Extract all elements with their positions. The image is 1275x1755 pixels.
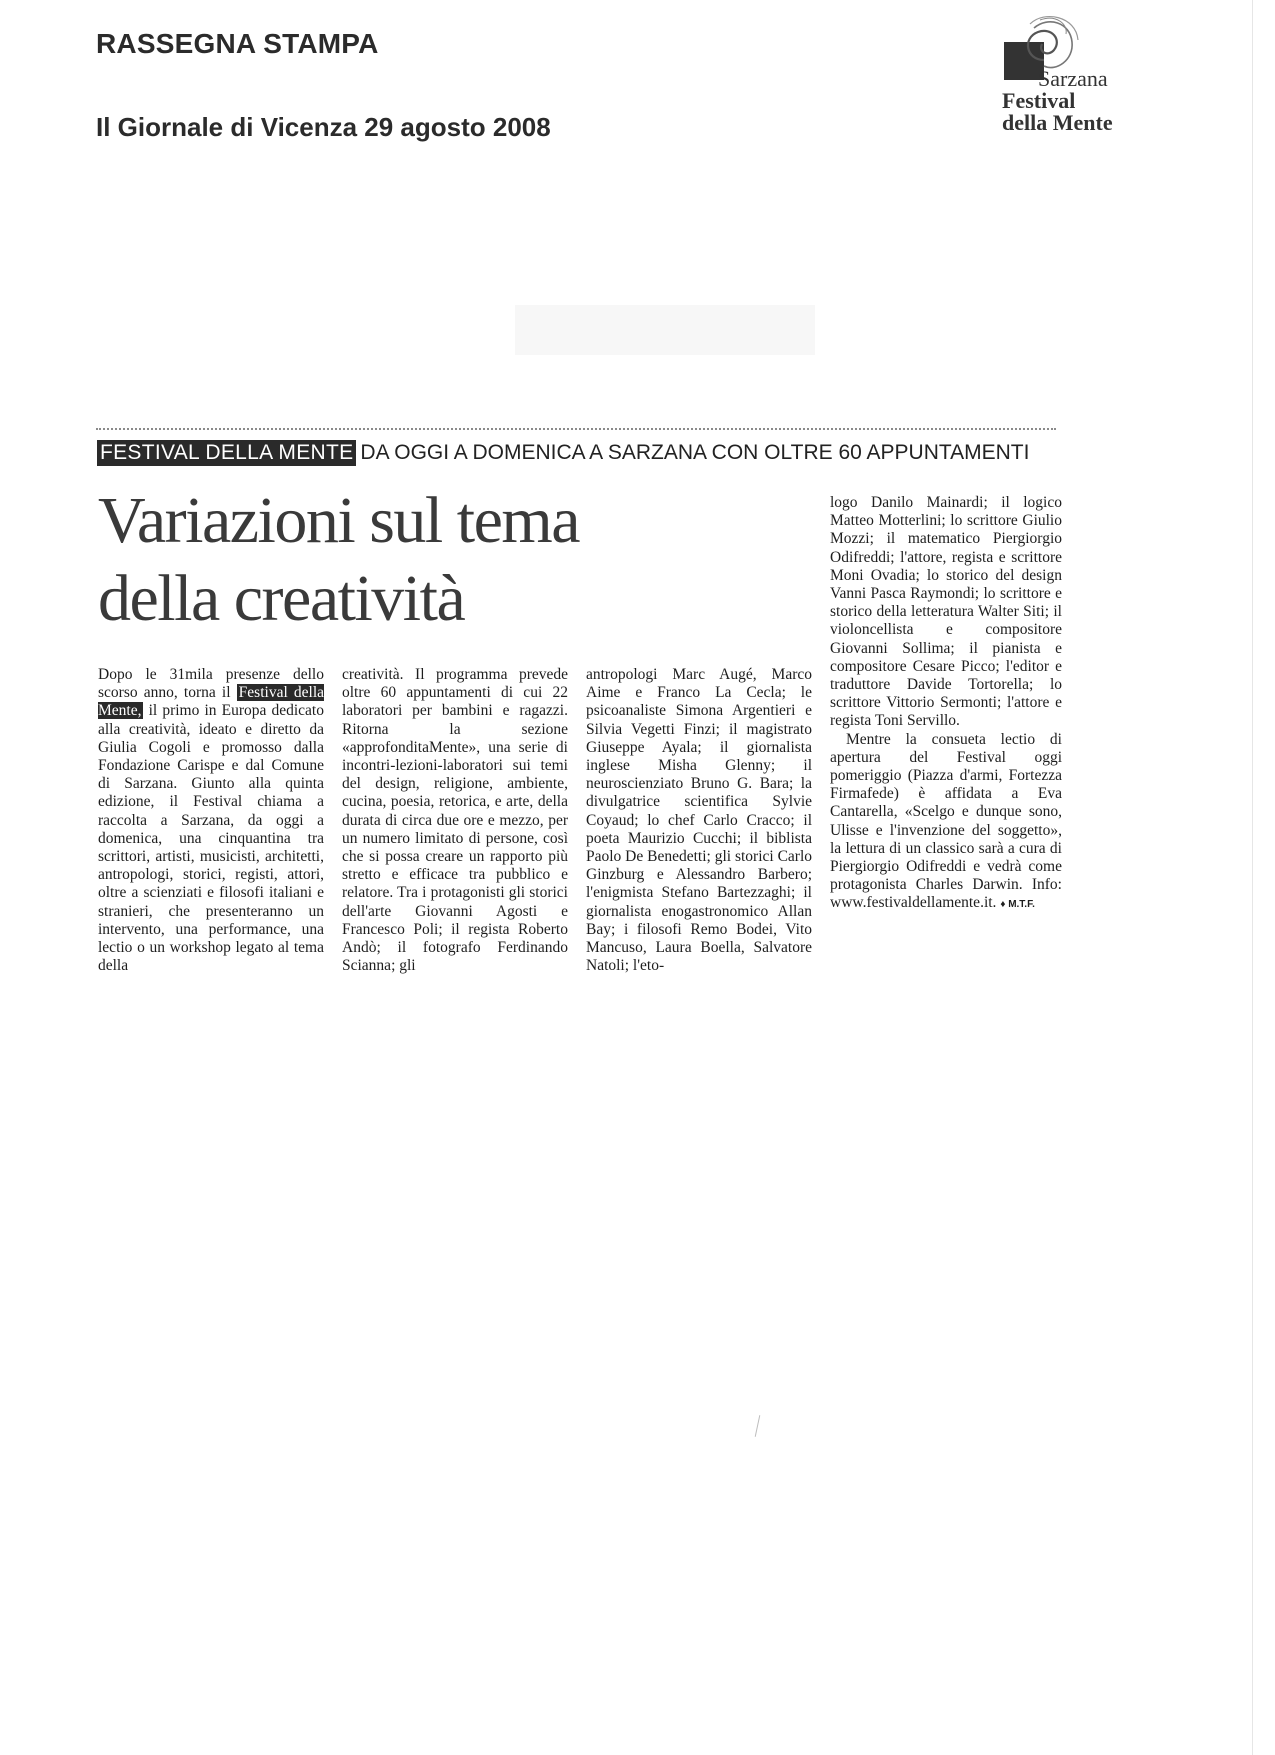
logo-city: Sarzana xyxy=(1038,66,1108,91)
column-2-paragraph: creatività. Il programma prevede oltre 60 appuntamenti di cui 22 laboratori per bambini e ragazzi. Ritorna la sezione «approfonditaMente», una serie di incontri-lezioni-laboratori sui temi del design, religione, ambiente, cucina, poesia, retorica, e arte, della durata di circa due ore e mezzo, per un numero limitato di persone, così che si possa creare un rapporto più stretto e efficace tra pubblico e relatore. Tra i protagonisti gli storici dell'arte Giovanni Agosti e Francesco Poli; il regista Roberto Andò; il fotografo Ferdinando Scianna; gli xyxy=(342,666,568,975)
logo-line2: della Mente xyxy=(1002,110,1113,135)
article-column-3 xyxy=(586,666,812,975)
column-4-paragraph-1: logo Danilo Mainardi; il logico Matteo Motterlini; lo scrittore Giulio Mozzi; il matematico Piergiorgio Odifreddi; l'attore, regista e scrittore Moni Ovadia; lo storico del design Vanni Pasca Raymondi; lo scrittore e storico della letteratura Walter Siti; il violoncellista e compositore Giovanni Sollima; il pianista e compositore Cesare Picco; l'editor e traduttore Davide Tortorella; lo scrittore Vittorio Sermonti; l'attore e regista Toni Servillo. xyxy=(830,494,1062,730)
festival-logo xyxy=(1002,12,1182,142)
article-column-4 xyxy=(830,494,1062,915)
festival-name-highlight: Festival della Mente, xyxy=(98,684,325,720)
article-headline xyxy=(98,482,718,638)
dotted-rule xyxy=(96,428,1056,430)
column-1-text-start: Dopo le 31mila presenze dello scorso anno, torna il xyxy=(98,666,324,702)
headline-line-1: Variazioni sul tema xyxy=(98,484,580,557)
festival-logo-text xyxy=(1002,68,1147,134)
headline-line-2: della creatività xyxy=(98,562,465,635)
logo-line1: Festival xyxy=(1002,88,1076,113)
article-column-2 xyxy=(342,666,568,975)
author-signature: ♦ M.T.F. xyxy=(1000,899,1035,911)
column-4-text: Mentre la consueta lectio di apertura del Festival oggi pomeriggio (Piazza d'armi, Fortezza Firmafede) è affidata a Eva Cantarella, «Scelgo e dunque sono, Ulisse e l'invenzione del soggetto», la lettura di un classico sarà a cura di Piergiorgio Odifreddi e vedrà come protagonista Charles Darwin. Info: www.festivaldellamente.it. xyxy=(830,730,1062,912)
newspaper-source-date: Il Giornale di Vicenza 29 agosto 2008 xyxy=(96,112,551,142)
kicker-text: DA OGGI A DOMENICA A SARZANA CON OLTRE 60 APPUNTAMENTI xyxy=(360,441,1030,464)
column-1-paragraph xyxy=(98,666,324,975)
kicker-tag: FESTIVAL DELLA MENTE xyxy=(97,440,356,466)
press-review-label: RASSEGNA STAMPA xyxy=(96,28,379,59)
article-kicker xyxy=(97,440,1029,466)
article-column-1 xyxy=(98,666,324,975)
column-4-paragraph-2 xyxy=(830,731,1062,915)
page-edge xyxy=(1252,0,1253,1755)
scan-scratch xyxy=(755,1415,761,1437)
scan-artifact xyxy=(515,305,815,355)
column-3-paragraph: antropologi Marc Augé, Marco Aime e Franco La Cecla; le psicoanaliste Simona Argentieri e Silvia Vegetti Finzi; il magistrato Giuseppe Ayala; il giornalista inglese Misha Glenny; il neuroscienziato Bruno G. Bara; la divulgatrice scientifica Sylvie Coyaud; lo chef Carlo Cracco; il poeta Maurizio Cucchi; il biblista Paolo De Benedetti; gli storici Carlo Ginzburg e Alessandro Barbero; l'enigmista Stefano Bartezzaghi; il giornalista enogastronomico Allan Bay; i filosofi Remo Bodei, Vito Mancuso, Laura Boella, Salvatore Natoli; l'eto- xyxy=(586,666,812,975)
column-1-text-rest: il primo in Europa dedicato alla creatività, ideato e diretto da Giulia Cogoli e promosso dalla Fondazione Carispe e dal Comune di Sarzana. Giunto alla quinta edizione, il Festival chiama a raccolta a Sarzana, da oggi a domenica, una cinquantina tra scrittori, artisti, musicisti, architetti, antropologi, storici, registi, attori, oltre a scienziati e filosofi italiani e stranieri, che presenteranno un intervento, una performance, una lectio o un workshop legato al tema della xyxy=(98,702,324,975)
